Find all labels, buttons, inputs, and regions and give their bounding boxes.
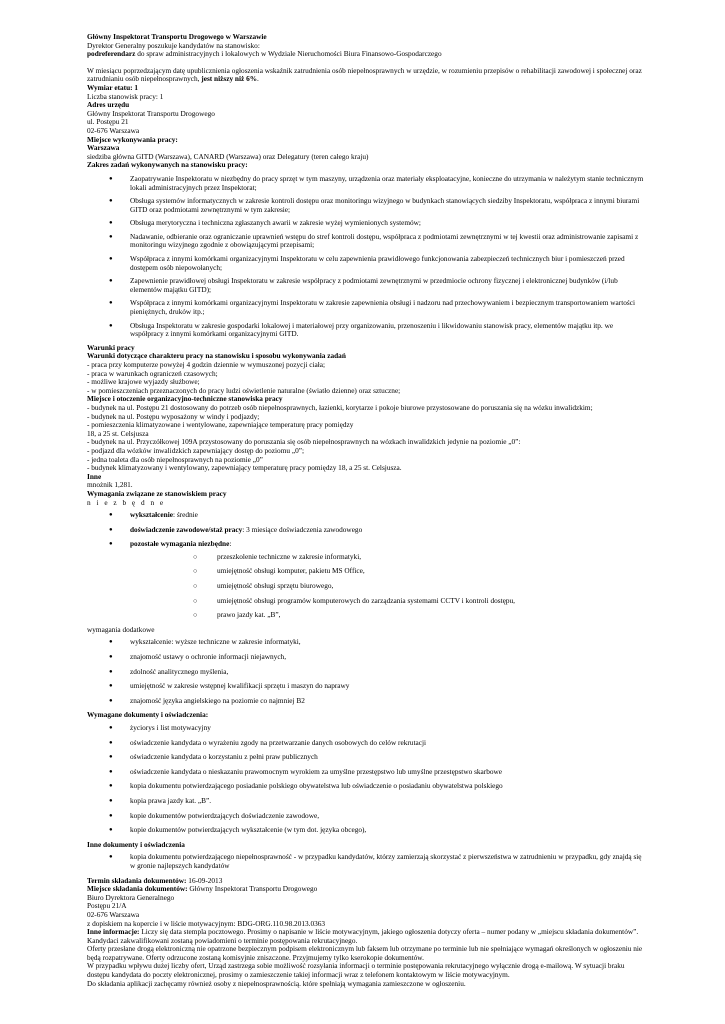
deadline-value: 16-09-2013 <box>186 875 223 885</box>
other-info-label: Inne informacje: <box>87 927 140 937</box>
environment-line: - budynek klimatyzowany i wentylowany, zapewniający temperaturę pracy pomiędzy 18, a 25 st. Celsjusza. <box>87 463 402 473</box>
requirement-subitem: ○ umiejętność obsługi sprzętu biurowego, <box>130 582 647 591</box>
requirement-other <box>87 540 647 620</box>
other-heading: Inne <box>87 471 102 481</box>
additional-list <box>87 638 647 705</box>
fte-label: Wymiar etatu: 1 <box>87 82 139 92</box>
document-item: ● życiorys i list motywacyjny <box>87 724 647 733</box>
position-line <box>87 50 647 59</box>
duty-item: ● Zaopatrywanie Inspektoratu w niezbędny do pracy sprzęt w tym maszyny, urządzenia oraz materiały eksploatacyjne, konieczne do utrzymania w należytym stanie technicznym lokali administracyjnych przez Inspektorat; <box>87 175 647 192</box>
requirement-subitem: ○ umiejętność obsługi komputer, pakietu MS Office, <box>130 567 647 576</box>
address-line: ul. Postępu 21 <box>87 117 129 127</box>
place-label: Miejsce wykonywania pracy: <box>87 134 178 144</box>
environment-line: 18, a 25 st. Celsjusza <box>87 428 149 438</box>
address-line: 02-676 Warszawa <box>87 125 140 135</box>
other-requirements-list <box>130 553 647 620</box>
environment-line: - budynek na ul. Przyczółkowej 109A przystosowany do poruszania się osób niepełnosprawnych na wózkach inwalidzkich jedynie na poziomie „0”: <box>87 437 521 447</box>
environment-line: - budynek na ul. Postępu 21 dostosowany do potrzeb osób niepełnosprawnych, łazienki, korytarze i pokoje biurowe przystosowane do poruszania się na wózku inwalidzkim; <box>87 402 593 412</box>
duty-item: ● Zapewnienie prawidłowej obsługi Inspektoratu w zakresie współpracy z podmiotami zewnętrznymi w przedmiocie ochrony fizycznej i elektronicznej budynków (i/lub elementów majątku GITD); <box>87 277 647 294</box>
address-line: Główny Inspektorat Transportu Drogowego <box>87 108 215 118</box>
duty-item: ● Obsługa merytoryczna i techniczna zgłaszanych awarii w zakresie wyżej wymienionych systemów; <box>87 219 647 228</box>
environment-line: - pomieszczenia klimatyzowane i wentylowane, zapewniające temperaturę pracy pomiędzy <box>87 420 354 430</box>
other-documents-heading: Inne dokumenty i oświadczenia <box>87 839 185 849</box>
closing-paragraph: Oferty przesłane drogą elektroniczną nie opatrzone bezpiecznym podpisem elektronicznym lub faksem lub otrzymane po terminie lub nie spełniające wymagań określonych w ogłoszeniu nie będą rozpatrywane. Oferty odrzucone zostaną komisyjnie zniszczone. Przyjmujemy tylko kserokopie dokumentów. <box>87 944 643 962</box>
other-requirements-colon: : <box>229 539 232 549</box>
intro-line: Dyrektor Generalny poszukuje kandydatów na stanowisko: <box>87 40 260 50</box>
employment-notice-end: . <box>257 74 259 84</box>
closing-paragraph: W przypadku wpływu dużej liczby ofert, Urząd zastrzega sobie możliwość rozsyłania informacji o terminie postępowania rekrutacyjnego wyłącznie drogą e-mailową. W sytuacji braku dostępu kandydata do poczty elektronicznej, prosimy o zamieszczenie takiej informacji wraz z telefonem kontaktowym w liście motywacyjnym. <box>87 961 625 980</box>
documents-list <box>87 724 647 835</box>
address-label: Adres urzędu <box>87 100 130 110</box>
required-label: n i e z b ę d n e <box>87 497 166 507</box>
place-detail: siedziba główna GITD (Warszawa), CANARD (Warszawa) oraz Delegatury (teren całego kraju) <box>87 151 369 161</box>
deadline-label: Termin składania dokumentów: <box>87 875 187 885</box>
position-department: do spraw administracyjnych i lokalowych w Wydziale Nieruchomości Biura Finansowo-Gospodarczego <box>135 49 442 59</box>
requirement-subitem: ○ umiejętność obsługi programów komputerowych do zarządzania systemami CCTV i kontroli dostępu, <box>130 597 647 606</box>
experience-value: : 3 miesiące doświadczenia zawodowego <box>242 524 363 534</box>
requirement-experience <box>87 526 647 535</box>
additional-item: ● wykształcenie: wyższe techniczne w zakresie informatyki, <box>87 638 647 647</box>
duty-item: ● Współpraca z innymi komórkami organizacyjnymi Inspektoratu w celu zapewnienia prawidłowego funkcjonowania zabezpieczeń technicznych biur i pomieszczeń przed dostępem osób niepowołanych; <box>87 255 647 272</box>
environment-heading: Miejsce i otoczenie organizacyjno-techniczne stanowiska pracy <box>87 394 283 404</box>
requirement-subitem: ○ prawo jazdy kat. „B”, <box>130 611 647 620</box>
environment-line: - podjazd dla wózków inwalidzkich zapewniający dostęp do poziomu „0”; <box>87 445 305 455</box>
duty-item: ● Nadawanie, odbieranie oraz ograniczanie uprawnień wstępu do stref kontroli dostępu, współpraca z podmiotami zewnętrznymi w tej kwestii oraz administrowanie zapisami z monitoringu wizyjnego zgodnie z obowiązującymi przepisami; <box>87 233 647 250</box>
other-info-line <box>87 928 647 945</box>
document-item: ● oświadczenie kandydata o wyrażeniu zgody na przetwarzanie danych osobowych do celów rekrutacji <box>87 739 647 748</box>
closing-paragraph: Do składania aplikacji zachęcamy również osoby z niepełnosprawnością. które spełniają wymagania zamieszczone w ogłoszeniu. <box>87 978 466 988</box>
submission-address-line: Postępu 21/A <box>87 901 127 911</box>
submission-place-value: Główny Inspektorat Transportu Drogowego <box>187 884 318 894</box>
employment-notice-bold: jest niższy niż 6% <box>201 74 258 84</box>
other-document-item: ● kopia dokumentu potwierdzającego niepełnosprawność - w przypadku kandydatów, którzy zamierzają skorzystać z pierwszeństwa w zatrudnieniu w przypadku, gdy znajdą się w gronie najlepszych kandydatów <box>87 853 647 870</box>
job-posting-page <box>87 33 647 988</box>
other-info-value: Liczy się data stempla pocztowego. Prosimy o napisanie w liście motywacyjnym, jakiego ogłoszenia dotyczy oferta – numer podany w „miejscu składania dokumentów”. Kandydaci zakwalifikowani zostaną powiadomieni o terminie postępowania rekrutacyjnego. <box>87 927 639 945</box>
environment-line: - budynek na ul. Postępu wyposażony w windy i podjazdy; <box>87 411 260 421</box>
place-city: Warszawa <box>87 143 120 153</box>
document-item: ● kopia dokumentu potwierdzającego posiadanie polskiego obywatelstwa lub oświadczenie o posiadaniu obywatelstwa polskiego <box>87 782 647 791</box>
additional-item: ● znajomość ustawy o ochronie informacji niejawnych, <box>87 653 647 662</box>
document-item: ● oświadczenie kandydata o nieskazaniu prawomocnym wyrokiem za umyślne przestępstwo lub umyślne przestępstwo skarbowe <box>87 768 647 777</box>
condition-line: - możliwe krajowe wyjazdy służbowe; <box>87 377 200 387</box>
other-requirements-label: pozostałe wymagania niezbędne <box>130 539 230 549</box>
submission-address-line: 02-676 Warszawa <box>87 909 140 919</box>
document-item: ● kopia prawa jazdy kat. „B”. <box>87 797 647 806</box>
duties-list <box>87 175 647 339</box>
conditions-character-heading: Warunki dotyczące charakteru pracy na stanowisku i sposobu wykonywania zadań <box>87 351 346 361</box>
other-documents-list <box>87 853 647 870</box>
submission-place-label: Miejsce składania dokumentów: <box>87 884 188 894</box>
experience-label: doświadczenie zawodowe/staż pracy <box>130 524 243 534</box>
environment-line: - jedna toaleta dla osób niepełnosprawnych na poziomie „0” <box>87 454 263 464</box>
document-item: ● oświadczenie kandydata o korzystaniu z pełni praw publicznych <box>87 753 647 762</box>
conditions-heading: Warunki pracy <box>87 342 135 352</box>
condition-line: - praca przy komputerze powyżej 4 godzin dziennie w wymuszonej pozycji ciała; <box>87 360 326 369</box>
required-list <box>87 511 647 620</box>
duty-item: ● Współpraca z innymi komórkami organizacyjnymi Inspektoratu w zakresie zapewnienia obsługi i nadzoru nad przechowywaniem i bezpiecznym transportowaniem wartości pieniężnych, druków itp.; <box>87 299 647 316</box>
condition-line: - w pomieszczeniach przeznaczonych do pracy ludzi oświetlenie naturalne (światło dzienne) oraz sztuczne; <box>87 385 401 395</box>
position-name: podreferendarz <box>87 49 136 59</box>
additional-item: ● znajomość języka angielskiego na poziomie co najmniej B2 <box>87 697 647 706</box>
education-value: : średnie <box>172 510 198 520</box>
employment-notice <box>87 67 647 84</box>
document-item: ● kopie dokumentów potwierdzających wykształcenie (w tym dot. języka obcego), <box>87 826 647 835</box>
condition-line: - praca w warunkach ograniczeń czasowych; <box>87 368 218 378</box>
duty-item: ● Obsługa systemów informatycznych w zakresie kontroli dostępu oraz monitoringu wizyjnego w budynkach stanowiących siedziby Inspektoratu, współpraca z innymi biurami GITD oraz podmiotami zewnętrznymi w tym zakresie; <box>87 197 647 214</box>
positions-count: Liczba stanowisk pracy: 1 <box>87 91 164 101</box>
requirement-education <box>87 511 647 520</box>
additional-label: wymagania dodatkowe <box>87 624 155 634</box>
institution-title: Główny Inspektorat Transportu Drogowego w Warszawie <box>87 32 267 41</box>
submission-reference: z dopiskiem na kopercie i w liście motywacyjnym: BDG-ORG.110.98.2013.0363 <box>87 918 326 928</box>
duty-item: ● Obsługa Inspektoratu w zakresie gospodarki lokalowej i materiałowej przy organizowaniu, przenoszeniu i likwidowaniu stanowisk pracy, elementów majątku itp. we współpracy z innymi komórkami organizacyjnymi GITD. <box>87 322 647 339</box>
education-label: wykształcenie <box>130 510 173 520</box>
additional-item: ● umiejętność w zakresie wstępnej kwalifikacji sprzętu i maszyn do naprawy <box>87 682 647 691</box>
additional-item: ● zdolność analitycznego myślenia, <box>87 668 647 677</box>
duties-heading: Zakres zadań wykonywanych na stanowisku pracy: <box>87 160 248 170</box>
multiplier-value: mnożnik 1,281. <box>87 480 133 490</box>
requirements-heading: Wymagania związane ze stanowiskiem pracy <box>87 488 227 498</box>
employment-notice-text: W miesiącu poprzedzającym datę upublicznienia ogłoszenia wskaźnik zatrudnienia osób niepełnosprawnych w urzędzie, w rozumieniu przepisów o rehabilitacji zawodowej i społecznej oraz zatrudnianiu osób niepełnosprawnych, <box>87 65 642 84</box>
submission-address-line: Biuro Dyrektora Generalnego <box>87 892 175 902</box>
documents-heading: Wymagane dokumenty i oświadczenia: <box>87 710 209 720</box>
document-item: ● kopie dokumentów potwierdzających doświadczenie zawodowe, <box>87 812 647 821</box>
requirement-subitem: ○ przeszkolenie techniczne w zakresie informatyki, <box>130 553 647 562</box>
